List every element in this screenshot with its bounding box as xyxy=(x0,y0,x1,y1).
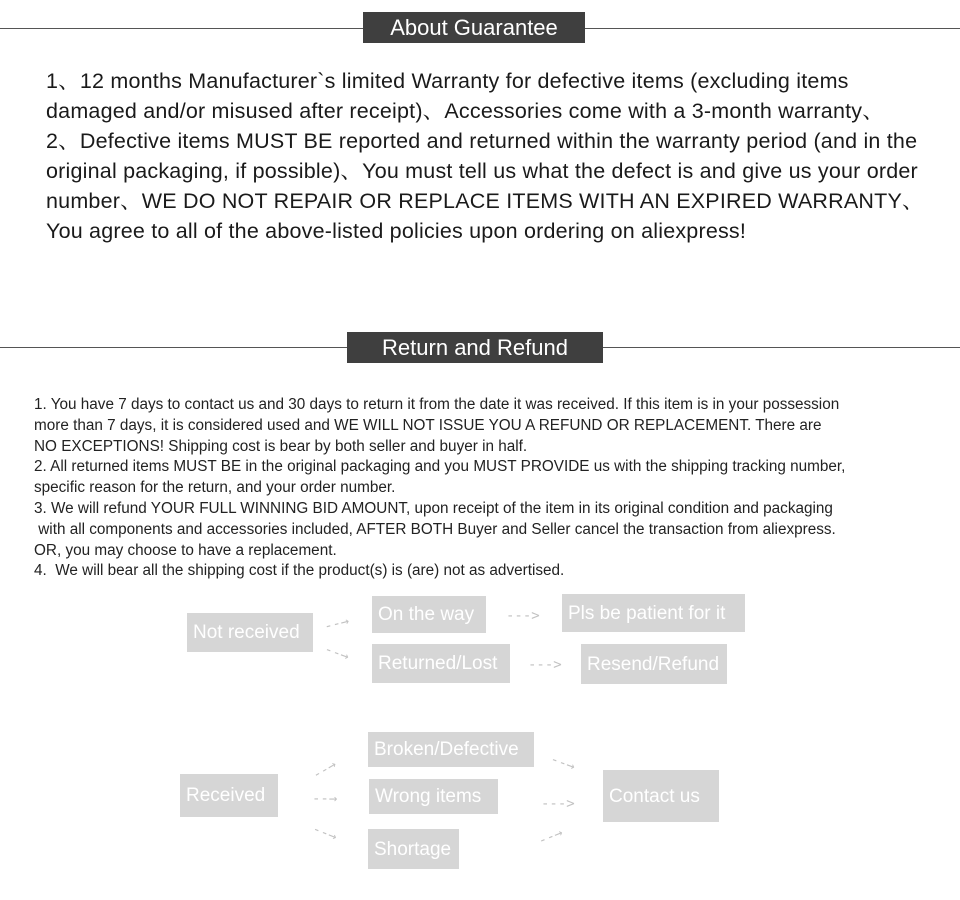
arrow-up-right-icon: --→ xyxy=(309,756,340,784)
refund-line: 3. We will refund YOUR FULL WINNING BID AMOUNT, upon receipt of the item in its original condition and packaging xyxy=(34,499,833,517)
arrow-down-right-icon: --→ xyxy=(322,641,352,665)
arrow-down-right-icon: --→ xyxy=(309,820,340,846)
flow-received-box: Received xyxy=(180,774,278,817)
refund-line: OR, you may choose to have a replacement. xyxy=(34,541,337,559)
flow-on-the-way-box: On the way xyxy=(372,596,486,633)
flow-shortage-box: Shortage xyxy=(368,829,459,869)
arrow-right-icon: --→ xyxy=(312,791,338,807)
guarantee-body xyxy=(46,66,926,246)
refund-title: Return and Refund xyxy=(347,332,603,363)
refund-body xyxy=(34,395,954,582)
flow-wrong-items-box: Wrong items xyxy=(369,779,498,814)
refund-line: 1. You have 7 days to contact us and 30 days to return it from the date it was received. If this item is in your possession xyxy=(34,396,840,413)
refund-line: specific reason for the return, and your order number. xyxy=(34,479,396,497)
arrow-right-icon: ---> xyxy=(541,796,575,812)
arrow-right-icon: ---> xyxy=(506,608,540,624)
flow-broken-box: Broken/Defective xyxy=(368,732,534,767)
refund-line: more than 7 days, it is considered used and WE WILL NOT ISSUE YOU A REFUND OR REPLACEMENT. There are xyxy=(34,416,822,434)
flow-not-received-box: Not received xyxy=(187,613,313,652)
refund-line: with all components and accessories included, AFTER BOTH Buyer and Seller cancel the transaction from aliexpress. xyxy=(34,520,836,538)
guarantee-item-2: 2、Defective items MUST BE reported and returned within the warranty period (and in the original packaging, if possible)、You must tell us what the defect is and give us your order number、WE DO NOT REPAIR OR REPLACE ITEMS WITH AN EXPIRED WARRANTY、 xyxy=(46,129,924,213)
refund-line: NO EXCEPTIONS! Shipping cost is bear by both seller and buyer in half. xyxy=(34,437,528,455)
guarantee-item-3: You agree to all of the above-listed policies upon ordering on aliexpress! xyxy=(46,219,747,243)
refund-line: 4. We will bear all the shipping cost if the product(s) is (are) not as advertised. xyxy=(34,562,565,580)
flow-resend-refund-box: Resend/Refund xyxy=(581,644,727,684)
arrow-down-right-icon: --→ xyxy=(548,751,578,775)
arrow-right-icon: ---> xyxy=(528,657,562,673)
flow-returned-lost-box: Returned/Lost xyxy=(372,644,510,683)
guarantee-item-1: 1、12 months Manufacturer`s limited Warranty for defective items (excluding items damaged and/or misused after receipt)、Accessories come with a 3-month warranty、 xyxy=(46,69,884,123)
flow-contact-us-box: Contact us xyxy=(603,770,719,822)
guarantee-title: About Guarantee xyxy=(363,12,585,43)
refund-line: 2. All returned items MUST BE in the original packaging and you MUST PROVIDE us with the shipping tracking number, xyxy=(34,458,846,476)
arrow-up-right-icon: --→ xyxy=(322,613,351,635)
arrow-up-right-icon: --→ xyxy=(535,824,566,850)
flow-patient-box: Pls be patient for it xyxy=(562,594,745,632)
